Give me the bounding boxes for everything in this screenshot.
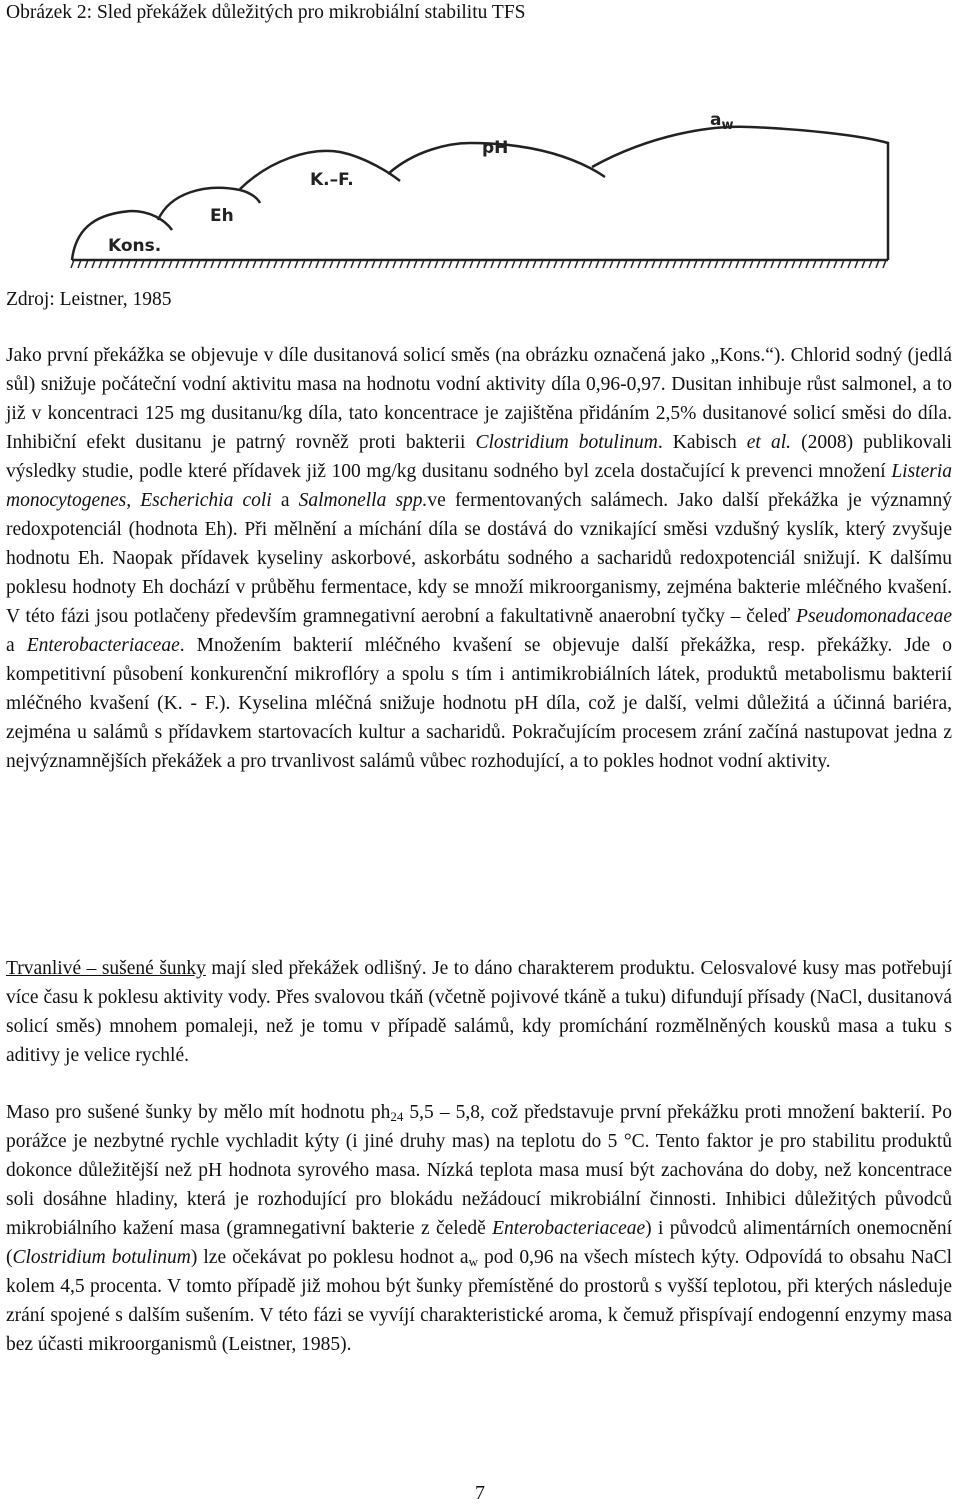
figure-source: Zdroj: Leistner, 1985 [6, 289, 172, 310]
label-aw-sub: w [721, 118, 734, 133]
paragraph-salami-hurdles: Jako první překážka se objevuje v díle dusitanová solicí směs (na obrázku označená jako „Kons.“). Chlorid sodný (jedlá sůl) snižuje počáteční vodní aktivitu masa na hodnotu vodní aktivity díla 0,96-0,97. Dusitan inhibuje růst salmonel, a to již v koncentraci 125 mg dusitanu/kg díla, tato koncentrace je zajištěna přidáním 2,5% dusitanové solicí směsi do díla. Inhibiční efekt dusitanu je patrný rovněž proti bakterii Clostridium botulinum. Kabisch et al. (2008) publikovali výsledky studie, podle které přídavek již 100 mg/kg dusitanu sodného byl zcela dostačující k prevenci množení Listeria monocytogenes, Escherichia coli a Salmonella spp.ve fermentovaných salámech. Jako další překážka je významný redoxpotenciál (hodnota Eh). Při mělnění a míchání díla se dostává do vznikající směsi vzdušný kyslík, který zvyšuje hodnotu Eh. Naopak přídavek kyseliny askorbové, askorbátu sodného a sacharidů redoxpotenciál snižují. K dalšímu poklesu hodnoty Eh dochází v průběhu fermentace, kdy se množí mikroorganismy, zejména bakterie mléčného kvašení. V této fázi jsou potlačeny především gramnegativní aerobní a fakultativně anaerobní tyčky – čeleď Pseudomonadaceae a Enterobacteriaceae. Množením bakterií mléčného kvašení se objevuje další překážka, resp. překážky. Jde o kompetitivní působení konkurenční mikroflóry a spolu s tím i antimikrobiálních látek, produktů metabolismu bakterií mléčného kvašení (K. - F.). Kyselina mléčná snižuje hodnotu pH díla, což je další, velmi důležitá a účinná bariéra, zejména u salámů s přídavkem startovacích kultur a sacharidů. Pokračujícím procesem zrání začíná nastupovat jedna z nejvýznamnějších překážek a pro trvanlivost salámů vůbec rozhodující, a to pokles hodnot vodní aktivity. [6, 345, 952, 772]
hurdle-aw-curve [592, 127, 888, 260]
label-kons: Kons. [108, 236, 162, 256]
label-ph: pH [482, 138, 509, 158]
paragraph-dry-ham-process: Maso pro sušené šunky by mělo mít hodnotu $ph_{24}$ 5,5 – 5,8, což představuje první překážku proti množení bakterií. Po porážce je nezbytné rychle vychladit kýty (i jiné druhy mas) na teplotu do 5 °C. Tento faktor je pro stabilitu produktů dokonce důležitější než pH hodnota syrového masa. Nízká teplota masa musí být zachována do doby, než koncentrace soli dosáhne hladiny, která je rozhodující pro blokádu nežádoucí mikrobiální činnosti. Inhibici důležitých původců mikrobiálního kažení masa (gramnegativní bakterie z čeledě Enterobacteriaceae) i původců alimentárních onemocnění (Clostridium botulinum) lze očekávat po poklesu hodnot $a_w$ pod 0,96 na všech místech kýty. Odpovídá to obsahu NaCl kolem 4,5 procenta. V tomto případě již mohou být šunky přemístěné do prostorů s vyšší teplotou, při kterých následuje zrání spojené s dalším sušením. V této fázi se vyvíjí charakteristické aroma, k čemuž přispívají endogenní enzymy masa bez účasti mikroorganismů (Leistner, 1985). [6, 1102, 953, 1355]
label-eh: Eh [210, 206, 234, 226]
hurdle-sequence-diagram [70, 95, 960, 275]
label-aw-a: a [710, 110, 722, 130]
figure-caption: Obrázek 2: Sled překážek důležitých pro mikrobiální stabilitu TFS [6, 2, 526, 23]
hurdle-eh-curve [158, 188, 260, 220]
dry-ham-heading: Trvanlivé – sušené šunky [6, 958, 206, 979]
page-number: 7 [475, 1482, 485, 1504]
label-aw [710, 110, 734, 133]
paragraph-dry-ham-intro: Trvanlivé – sušené šunky mají sled překážek odlišný. Je to dáno charakterem produktu. Celosvalové kusy mas potřebují více času k poklesu aktivity vody. Přes svalovou tkáň (včetně pojivové tkáně a tuku) difundují přísady (NaCl, dusitanová solicí směs) mnohem pomaleji, než je tomu v případě salámů, kdy promíchání rozmělněných kousků masa a tuku s aditivy je velice rychlé. [6, 958, 952, 1066]
label-kf: K.–F. [310, 170, 354, 190]
